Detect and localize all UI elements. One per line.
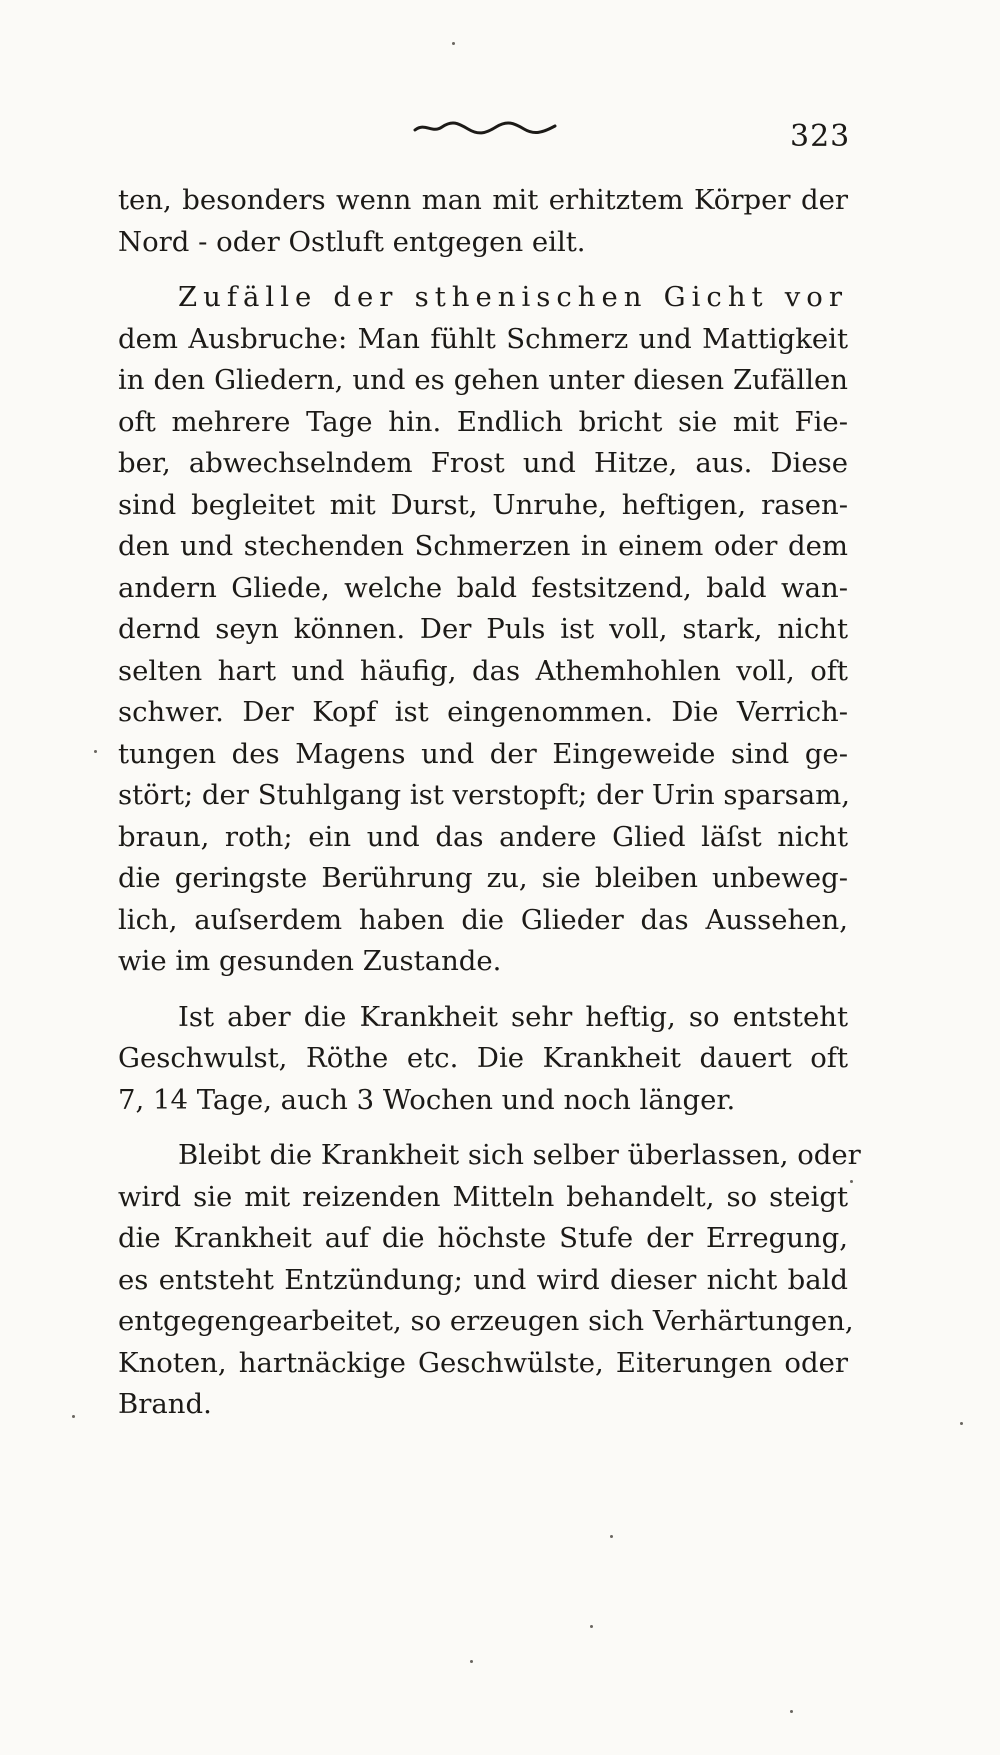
- text-line: wird sie mit reizenden Mitteln behandelt, so steigt: [118, 1180, 848, 1213]
- text-line: Geschwulst, Röthe etc. Die Krankheit dauert oft: [118, 1042, 848, 1074]
- print-speck: [452, 42, 455, 45]
- paragraph-3: [118, 997, 848, 1122]
- text-line: schwer. Der Kopf ist eingenommen. Die Verrich-: [118, 696, 848, 728]
- text-line: Nord - oder Ostluft entgegen eilt.: [118, 225, 586, 258]
- text-line: dernd seyn können. Der Puls ist voll, stark, nicht: [118, 613, 848, 645]
- print-speck: [610, 1535, 613, 1538]
- paragraph-1: [118, 180, 848, 263]
- print-speck: [470, 1660, 473, 1663]
- header-ornament: [410, 118, 560, 138]
- text-line: selten hart und häufig, das Athemhohlen voll, oft: [118, 654, 848, 687]
- text-line: Knoten, hartnäckige Geschwülste, Eiterungen oder: [118, 1346, 848, 1379]
- text-line: den und stechenden Schmerzen in einem oder dem: [118, 530, 848, 562]
- text-line: die geringste Berührung zu, sie bleiben unbeweg-: [118, 862, 848, 894]
- text-line: Zufälle der sthenischen Gicht vor: [178, 281, 848, 313]
- page-number: 323: [790, 119, 851, 154]
- text-line: Brand.: [118, 1388, 212, 1420]
- print-speck: [790, 1710, 793, 1713]
- text-line: dem Ausbruche: Man fühlt Schmerz und Mattigkeit: [118, 322, 848, 355]
- text-line: lich, auſserdem haben die Glieder das Aussehen,: [118, 903, 848, 936]
- text-line: Ist aber die Krankheit sehr heftig, so entsteht: [178, 1000, 848, 1033]
- text-line: Bleibt die Krankheit sich selber überlassen, oder: [178, 1139, 861, 1171]
- text-line: entgegengearbeitet, so erzeugen sich Verhärtungen,: [118, 1305, 854, 1337]
- text-line: andern Gliede, welche bald festsitzend, bald wan-: [118, 571, 848, 604]
- body-text: [118, 180, 861, 1426]
- text-line: die Krankheit auf die höchste Stufe der Erregung,: [118, 1222, 848, 1254]
- text-line: es entsteht Entzündung; und wird dieser nicht bald: [118, 1263, 848, 1296]
- text-line: stört; der Stuhlgang ist verstopft; der Urin sparsam,: [118, 779, 850, 811]
- text-line: wie im gesunden Zustande.: [118, 945, 502, 977]
- print-speck: [590, 1625, 593, 1628]
- text-line: tungen des Magens und der Eingeweide sind ge-: [118, 737, 848, 770]
- text-line: ber, abwechselndem Frost und Hitze, aus. Diese: [118, 447, 848, 479]
- paragraph-4: [118, 1135, 861, 1426]
- text-line: sind begleitet mit Durst, Unruhe, heftigen, rasen-: [118, 488, 848, 521]
- text-line: braun, roth; ein und das andere Glied läſst nicht: [118, 820, 848, 853]
- text-line: oft mehrere Tage hin. Endlich bricht sie mit Fie-: [118, 405, 848, 438]
- print-speck: [850, 1180, 853, 1183]
- text-line: ten, besonders wenn man mit erhitztem Körper der: [118, 184, 848, 216]
- print-speck: [960, 1422, 963, 1425]
- text-line: in den Gliedern, und es gehen unter diesen Zufällen: [118, 364, 848, 396]
- paragraph-2: [118, 277, 848, 983]
- text-line: 7, 14 Tage, auch 3 Wochen und noch länger.: [118, 1083, 736, 1116]
- print-speck: [72, 1415, 75, 1418]
- print-speck: [94, 750, 97, 753]
